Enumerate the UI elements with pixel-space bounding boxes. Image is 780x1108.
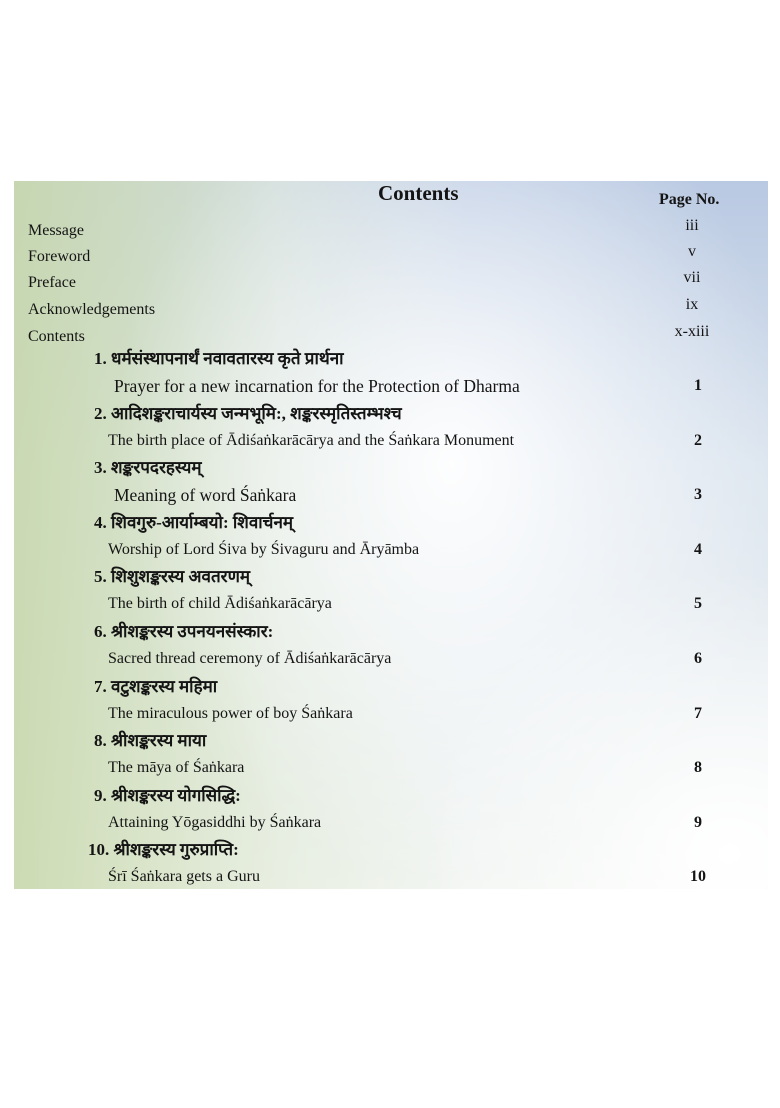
- chapter-sanskrit-title: 2. आदिशङ्कराचार्यस्य जन्मभूमि:, शङ्करस्मृतिस्तम्भश्च: [94, 403, 402, 423]
- page-title: Contents: [378, 181, 459, 205]
- chapter-english-title: The miraculous power of boy Śaṅkara: [108, 704, 353, 722]
- front-matter-page: iii: [685, 217, 699, 234]
- chapter-page-number: 6: [694, 650, 702, 667]
- front-matter-page: vii: [683, 269, 701, 286]
- chapter-english-title: Prayer for a new incarnation for the Protection of Dharma: [114, 376, 520, 396]
- chapter-page-number: 8: [694, 759, 702, 777]
- front-matter-label: Contents: [28, 328, 85, 345]
- chapter-page-number: 1: [694, 377, 702, 394]
- chapter-page-number: 4: [694, 540, 702, 558]
- chapter-sanskrit-title: 7. वटुशङ्करस्य महिमा: [94, 676, 218, 696]
- chapter-english-title: Meaning of word Śaṅkara: [114, 485, 297, 506]
- front-matter-label: Foreword: [28, 248, 91, 265]
- front-matter-page: ix: [685, 296, 699, 313]
- front-matter-page: x-xiii: [674, 323, 710, 340]
- chapter-sanskrit-title: 1. धर्मसंस्थापनार्थं नवावतारस्य कृते प्रार्थना: [94, 349, 344, 368]
- chapter-page-number: 3: [694, 486, 702, 504]
- chapter-english-title: The birth of child Ādiśaṅkarācārya: [108, 595, 332, 613]
- front-matter-page: v: [688, 243, 696, 260]
- chapter-sanskrit-title: 10. श्रीशङ्करस्य गुरुप्राप्ति:: [88, 840, 239, 860]
- contents-page-photo: [14, 181, 768, 889]
- chapter-page-number: 10: [690, 868, 706, 886]
- chapter-page-number: 2: [694, 431, 702, 449]
- front-matter-label: Preface: [28, 274, 76, 291]
- page-no-header: Page No.: [659, 191, 720, 208]
- chapter-english-title: The māya of Śaṅkara: [108, 759, 245, 777]
- chapter-english-title: Sacred thread ceremony of Ādiśaṅkarācārya: [108, 650, 392, 667]
- chapter-english-title: The birth place of Ādiśaṅkarācārya and the Śaṅkara Monument: [108, 431, 515, 449]
- chapter-page-number: 7: [694, 704, 702, 722]
- chapter-page-number: 5: [694, 595, 702, 613]
- chapter-page-number: 9: [694, 813, 702, 831]
- chapter-sanskrit-title: 3. शङ्करपदरहस्यम्: [94, 458, 202, 478]
- chapter-sanskrit-title: 4. शिवगुरु-आर्याम्बयो: शिवार्चनम्: [94, 512, 294, 532]
- chapter-sanskrit-title: 9. श्रीशङ्करस्य योगसिद्धि:: [94, 785, 241, 805]
- chapter-english-title: Śrī Śaṅkara gets a Guru: [108, 868, 260, 886]
- front-matter-label: Acknowledgements: [28, 301, 156, 318]
- chapter-sanskrit-title: 8. श्रीशङ्करस्य माया: [94, 731, 207, 751]
- chapter-sanskrit-title: 5. शिशुशङ्करस्य अवतरणम्: [94, 567, 251, 587]
- chapter-english-title: Attaining Yōgasiddhi by Śaṅkara: [108, 813, 322, 831]
- chapter-sanskrit-title: 6. श्रीशङ्करस्य उपनयनसंस्कार:: [94, 622, 274, 641]
- front-matter-label: Message: [28, 222, 84, 239]
- chapter-english-title: Worship of Lord Śiva by Śivaguru and Āryāmba: [108, 540, 420, 558]
